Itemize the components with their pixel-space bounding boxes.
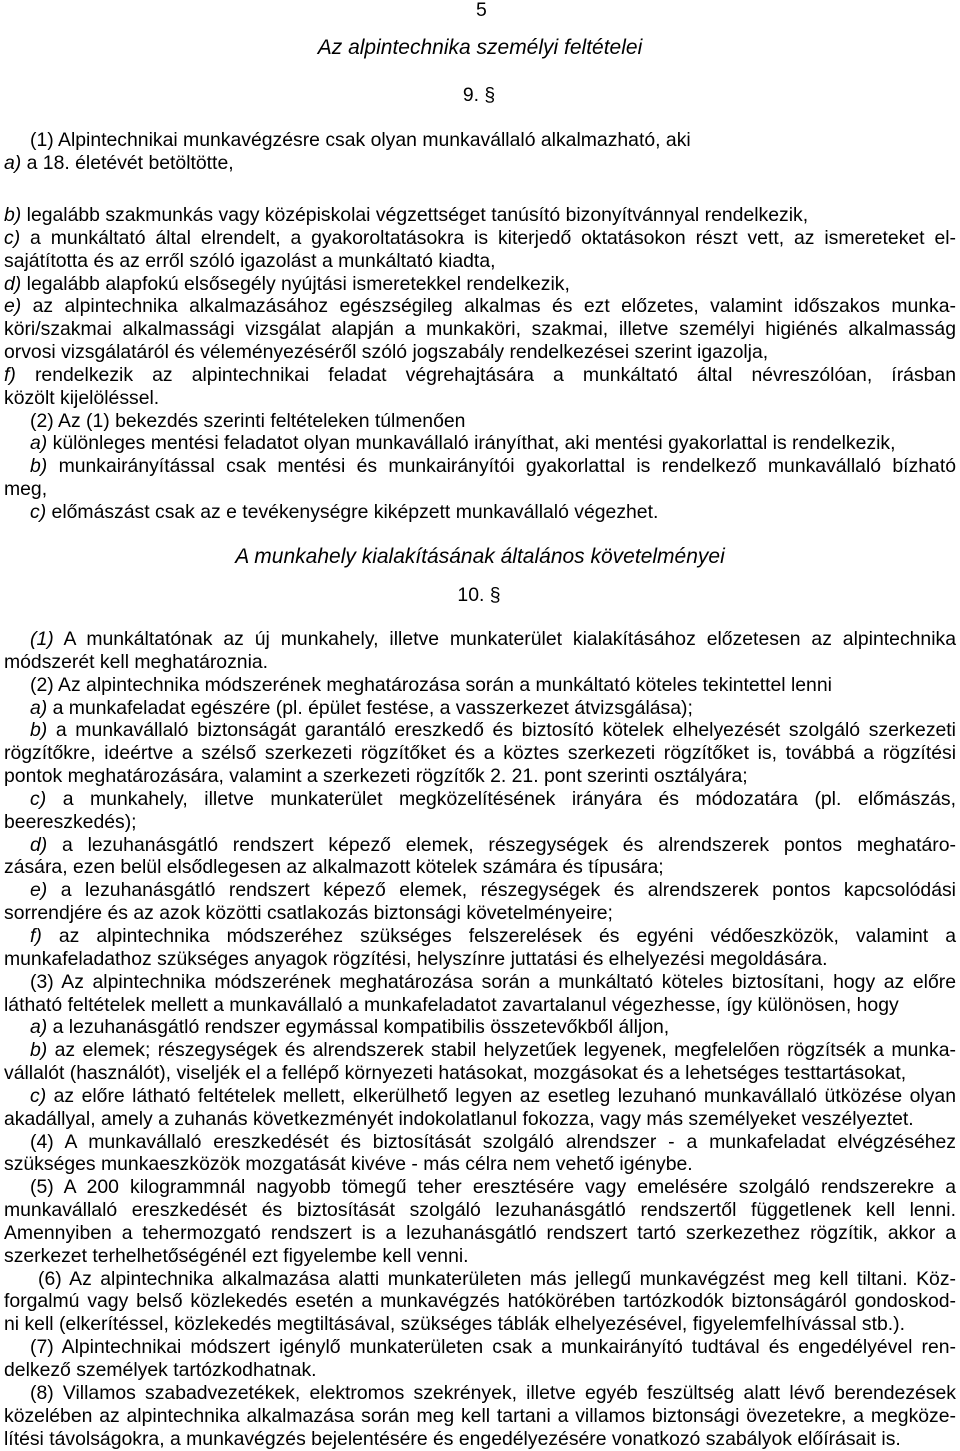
text-line [4, 1016, 956, 1039]
line-text: a lezuhanásgátló rendszert képező elemek, részegységek és alrendszerek pontos kapcsolódási [47, 879, 956, 902]
list-label: a) [30, 1016, 48, 1039]
line-text: a munkahely, illetve munkaterület megközelítésének irányára és módozatára (pl. előmászás, [46, 787, 956, 810]
paragraph-number: 10. § [457, 584, 501, 606]
list-label: b) [30, 1039, 48, 1062]
text-line [4, 674, 956, 697]
line-text: legalább alapfokú elsősegély nyújtási ismeretekkel rendelkezik, [21, 272, 570, 295]
line-text: pontok meghatározására, valamint a szerkezeti rögzítők 2. 21. pont szerinti osztályára; [4, 765, 748, 788]
line-text: előmászást csak az e tevékenységre kiképzett munkavállaló végezhet. [46, 500, 659, 523]
list-label: c) [30, 500, 47, 523]
text-line [4, 1405, 956, 1428]
list-label: c) [30, 1084, 47, 1107]
text-line [4, 1313, 956, 1336]
line-text: a munkafeladat egészére (pl. épület festése, a vasszerkezet átvizsgálása); [47, 696, 693, 719]
text-line [4, 1222, 956, 1245]
text-line [4, 697, 956, 720]
text-line [4, 432, 956, 455]
list-label: c) [30, 787, 47, 810]
text-line [4, 204, 956, 227]
text-line [4, 318, 956, 341]
line-text: lítési távolságokra, a munkavégzés bejelentésére és engedélyezésére vonatkozó szabályok előírásait is. [4, 1427, 901, 1450]
line-text: az alpintechnika módszeréhez szükséges felszerelések és egyéni védőeszközök, valamint a [41, 924, 956, 947]
text-line [4, 742, 956, 765]
line-text: rendelkezik az alpintechnikai feladat végrehajtására a munkáltató által névreszólóan, írásban [15, 363, 956, 386]
list-label: e) [4, 295, 22, 318]
line-text: különleges mentési feladatot olyan munkavállaló irányíthat, aki mentési gyakorlattal is rendelkezik, [47, 432, 896, 455]
line-text: ni kell (elkerítéssel, közlekedés megtiltásával, szükséges táblák elhelyezésével, figyelemfelhívással stb.). [4, 1313, 906, 1336]
text-line [4, 410, 956, 433]
line-text: szükséges munkaeszközök mozgatását kivéve - más célra nem vehető igénybe. [4, 1153, 693, 1176]
line-text: módszerét kell meghatároznia. [4, 650, 269, 673]
list-label: d) [30, 833, 48, 856]
line-text: munkairányítással csak mentési és munkairányítói gyakorlattal is rendelkező munkavállaló bízható [47, 455, 956, 478]
text-line [4, 1268, 956, 1291]
text-line [4, 948, 956, 971]
text-line [4, 387, 956, 410]
line-text: legalább szakmunkás vagy középiskolai végzettséget tanúsító bizonyítvánnyal rendelkezik, [21, 204, 809, 226]
line-text: közölt kijelöléssel. [4, 386, 160, 409]
line-text: (6) Az alpintechnika alkalmazása alatti munkaterületen más jellegű munkavégzést meg kell tiltani. Köz- [38, 1267, 956, 1290]
line-text: (4) A munkavállaló ereszkedését és biztosítását szolgáló alrendszer - a munkafeladat elvégzéséhez [30, 1130, 956, 1153]
text-line [4, 651, 956, 674]
text-line [4, 765, 956, 788]
text-line [4, 856, 956, 879]
text-line [4, 364, 956, 387]
text-line [4, 1085, 956, 1108]
list-label: c) [4, 226, 21, 249]
line-text: zására, ezen belül elsődlegesen az alkalmazott kötelek számára és típusára; [4, 856, 664, 879]
line-text: munkafeladathoz szükséges anyagok rögzítési, helyszínre juttatási és elhelyezési megoldására. [4, 947, 828, 970]
text-line [4, 152, 956, 175]
line-text: közelében az alpintechnika alkalmazása során meg kell tartani a villamos biztonsági övezetekre, a megköze- [4, 1404, 956, 1427]
text-line [4, 971, 956, 994]
text-line [4, 1176, 956, 1199]
line-text: a munkavállaló biztonságát garantáló ereszkedő és biztosító kötelek elhelyezését szolgáló szerkezeti [47, 719, 956, 742]
paragraph-number: 9. § [462, 84, 496, 106]
text-line [4, 455, 956, 478]
section-9-intro [4, 129, 956, 175]
line-text: a lezuhanásgátló rendszert képező elemek, részegységek és alrendszerek pontos meghatáro- [47, 833, 956, 856]
section-10-body [4, 628, 956, 1450]
list-label: a) [4, 151, 22, 174]
text-line [4, 902, 956, 925]
line-text: akadállyal, amely a zuhanás következményét indokolatlanul fokozza, vagy más személyeket veszélyeztet. [4, 1107, 914, 1130]
line-text: (3) Az alpintechnika módszerének meghatározása során a munkáltató köteles biztosítani, hogy az előre [30, 970, 956, 993]
text-line [4, 478, 956, 501]
line-text: (5) A 200 kilogrammnál nagyobb tömegű teher eresztésére vagy emelésére szolgáló rendszerekre a [30, 1176, 956, 1199]
line-text: forgalmú vagy belső közlekedés esetén a munkavégzés hatókörében tartózkodók biztonságáról gondoskod- [4, 1290, 956, 1313]
line-text: rögzítőkre, ideértve a szélső szerkezeti rögzítőket és a köztes szerkezeti rögzítőket is, továbbá a rögzítési [4, 742, 956, 765]
text-line [4, 1245, 956, 1268]
line-text: (2) Az alpintechnika módszerének meghatározása során a munkáltató köteles tekintettel lenni [30, 673, 832, 696]
text-line [4, 834, 956, 857]
line-text: vállalót (használót), viseljék el a fellépő környezeti hatásokat, mozgásokat és a lehetséges testtartásokat, [4, 1062, 907, 1085]
line-text: sajátította és az erről szóló igazolást a munkáltató kiadta, [4, 249, 496, 272]
list-label: a) [30, 696, 48, 719]
text-line [4, 295, 956, 318]
text-line [4, 1359, 956, 1382]
list-label: b) [4, 204, 22, 226]
line-text: az előre látható feltételek mellett, elkerülhető legyen az esetleg lezuhanó munkavállaló ütközése olyan [46, 1084, 956, 1107]
text-line [4, 811, 956, 834]
text-line [4, 341, 956, 364]
list-label: (1) [30, 628, 54, 650]
line-text: beereszkedés); [4, 810, 137, 833]
line-text: A munkáltatónak az új munkahely, illetve munkaterület kialakításához előzetesen az alpintechnika [53, 628, 956, 650]
text-line [4, 1382, 956, 1405]
line-text: látható feltételek mellett a munkavállaló a munkafeladatot zavartalanul végezhesse, így különösen, hogy [4, 993, 899, 1016]
text-line [4, 501, 956, 524]
line-text: a 18. életévét betöltötte, [21, 151, 234, 174]
list-label: a) [30, 432, 48, 455]
line-text: köri/szakmai alkalmassági vizsgálat alapján a munkaköri, szakmai, illetve személyi higiénés alkalmasság [4, 318, 956, 341]
text-line [4, 1039, 956, 1062]
text-line [4, 1131, 956, 1154]
line-text: delkező személyek tartózkodhatnak. [4, 1359, 317, 1381]
section-9-body [4, 204, 956, 524]
list-label: b) [30, 719, 48, 742]
text-line [4, 719, 956, 742]
text-line [4, 227, 956, 250]
line-text: munkavállaló ereszkedését és biztosítását szolgáló lezuhanásgátló rendszertől függetlenek kell lenni. [4, 1199, 956, 1222]
text-line [4, 1428, 956, 1451]
line-text: (1) Alpintechnikai munkavégzésre csak olyan munkavállaló alkalmazható, aki [30, 129, 691, 151]
list-label: e) [30, 879, 48, 902]
list-label: f) [30, 924, 42, 947]
text-line [4, 1153, 956, 1176]
text-line [4, 925, 956, 948]
text-line [4, 1108, 956, 1131]
text-line [4, 788, 956, 811]
list-label: b) [30, 455, 48, 478]
text-line [4, 1062, 956, 1085]
list-label: f) [4, 363, 16, 386]
text-line [4, 879, 956, 902]
text-line [4, 994, 956, 1017]
line-text: sorrendjére és az azok közötti csatlakozás biztonsági követelményeire; [4, 902, 613, 925]
text-line [4, 250, 956, 273]
line-text: (7) Alpintechnikai módszert igénylő munkaterületen csak a munkairányító tudtával és engedélyével ren- [30, 1336, 956, 1359]
line-text: az alpintechnika alkalmazásához egészségileg alkalmas és ezt előzetes, valamint időszakos munka- [21, 295, 956, 318]
text-line [4, 273, 956, 296]
text-line [4, 1290, 956, 1313]
line-text: Amennyiben a tehermozgató rendszert is a lezuhanásgátló rendszert tartó szerkezethez rögzítik, akkor a [4, 1221, 956, 1244]
list-label: d) [4, 272, 22, 295]
page-number: 5 [476, 0, 487, 21]
text-line [4, 129, 956, 152]
line-text: az elemek; részegységek és alrendszerek stabil helyzetűek legyenek, megfelelően rögzítsék a munka- [47, 1039, 956, 1062]
line-text: (2) Az (1) bekezdés szerinti feltételeken túlmenően [30, 409, 466, 432]
text-line [4, 1199, 956, 1222]
line-text: (8) Villamos szabadvezetékek, elektromos szekrények, illetve egyéb feszültség alatt lévő berendezések [30, 1381, 956, 1404]
text-line [4, 628, 956, 651]
line-text: szerkezet terhelhetőségénél ezt figyelembe kell venni. [4, 1244, 469, 1267]
section-title: A munkahely kialakításának általános követelményei [235, 545, 725, 568]
line-text: meg, [4, 478, 48, 501]
line-text: a lezuhanásgátló rendszer egymással kompatibilis összetevőkből álljon, [47, 1016, 670, 1039]
line-text: orvosi vizsgálatáról és véleményezéséről szóló jogszabály rendelkezései szerint igazolja, [4, 341, 769, 364]
text-line [4, 1336, 956, 1359]
line-text: a munkáltató által elrendelt, a gyakoroltatásokra is kiterjedő oktatásokon részt vett, az ismereteket el- [20, 226, 956, 249]
section-title: Az alpintechnika személyi feltételei [317, 36, 643, 59]
